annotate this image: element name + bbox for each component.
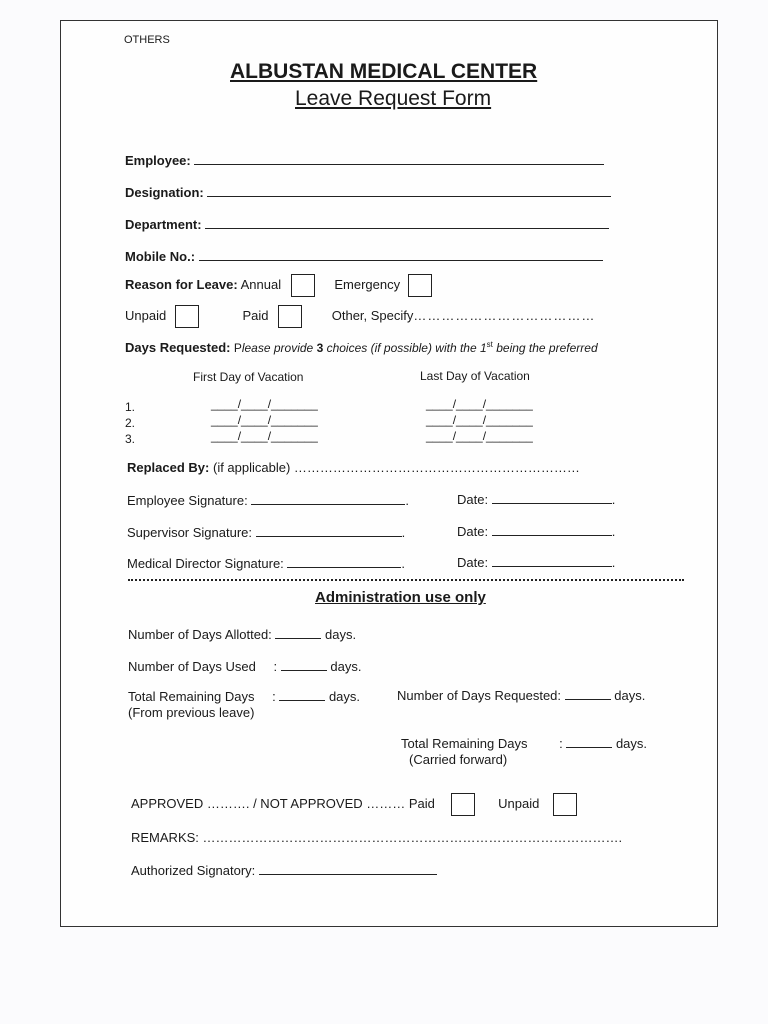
department-label: Department: <box>125 217 202 232</box>
choice-2-label: 2. <box>125 416 136 430</box>
choice-3-first-date[interactable]: ____/____/_______ <box>211 429 318 443</box>
director-signature-field[interactable] <box>287 555 401 568</box>
employee-signature-field[interactable] <box>251 492 405 505</box>
first-day-header: First Day of Vacation <box>193 370 304 384</box>
remarks-row <box>131 830 622 845</box>
choice-2-first-date[interactable]: ____/____/_______ <box>211 413 318 427</box>
mobile-label: Mobile No.: <box>125 249 196 264</box>
reason-row <box>125 274 432 297</box>
mobile-field[interactable] <box>199 248 603 261</box>
approval-paid-checkbox[interactable] <box>451 793 475 816</box>
remarks-label: REMARKS: <box>131 830 199 845</box>
choice-1-last-date[interactable]: ____/____/_______ <box>426 397 533 411</box>
total-carried-label: Total Remaining Days <box>401 736 528 751</box>
allotted-label: Number of Days Allotted: <box>128 627 272 642</box>
choice-numbers <box>125 399 135 447</box>
supervisor-signature-field[interactable] <box>256 524 402 537</box>
used-row: Number of Days Used : days. <box>128 659 362 674</box>
other-label: Other, Specify <box>331 307 414 323</box>
days-requested-note: Please provide 3 choices (if possible) with the 1st being the preferred <box>233 340 598 355</box>
allotted-field[interactable] <box>275 626 321 639</box>
total-prev-row: Total Remaining Days : days. (From previous leave) <box>128 689 361 720</box>
mobile-row <box>125 248 603 264</box>
approval-unpaid-label: Unpaid <box>498 795 540 811</box>
paid-label: Paid <box>242 307 269 323</box>
section-separator <box>128 579 684 581</box>
requested-label: Number of Days Requested: <box>397 688 562 703</box>
first-day-fields <box>211 396 318 444</box>
replaced-by-row <box>127 460 580 475</box>
employee-date-label: Date: <box>457 492 489 507</box>
form-sheet <box>60 20 718 927</box>
emergency-label: Emergency <box>334 276 401 292</box>
director-signature-row: Medical Director Signature: . <box>127 556 406 571</box>
signatory-field[interactable] <box>259 862 437 875</box>
paid-checkbox[interactable] <box>278 305 302 328</box>
form-title: Leave Request Form <box>295 87 492 110</box>
reason-label: Reason for Leave: <box>125 276 238 292</box>
approval-row <box>131 793 577 816</box>
department-field[interactable] <box>205 216 609 229</box>
admin-title: Administration use only <box>315 589 486 606</box>
employee-date-row: Date: . <box>457 492 616 507</box>
total-prev-label: Total Remaining Days <box>128 689 255 704</box>
used-field[interactable] <box>281 658 327 671</box>
employee-field[interactable] <box>194 152 604 165</box>
last-day-fields <box>426 396 533 444</box>
unpaid-label: Unpaid <box>125 307 167 323</box>
days-requested-label: Days Requested: <box>125 340 231 355</box>
other-specify-field[interactable]: ………………………………… <box>413 307 596 323</box>
choice-1-label: 1. <box>125 400 136 414</box>
choice-1-first-date[interactable]: ____/____/_______ <box>211 397 318 411</box>
director-date-row: Date: . <box>457 555 616 570</box>
reason-row-2 <box>125 305 595 328</box>
employee-row <box>125 152 604 168</box>
choice-2-last-date[interactable]: ____/____/_______ <box>426 413 533 427</box>
supervisor-date-label: Date: <box>457 524 489 539</box>
annual-checkbox[interactable] <box>291 274 315 297</box>
designation-field[interactable] <box>207 184 611 197</box>
from-prev-label: (From previous leave) <box>128 705 255 720</box>
supervisor-signature-label: Supervisor Signature: <box>127 525 253 540</box>
carried-label: (Carried forward) <box>409 752 508 767</box>
replaced-by-field[interactable]: ………………………………………………………… <box>293 460 580 475</box>
director-date-label: Date: <box>457 555 489 570</box>
total-carried-row: Total Remaining Days : days. (Carried forward) <box>401 736 648 767</box>
supervisor-signature-row: Supervisor Signature: . <box>127 525 406 540</box>
requested-field[interactable] <box>565 687 611 700</box>
director-signature-label: Medical Director Signature: <box>127 556 284 571</box>
signatory-row <box>131 862 437 878</box>
signatory-label: Authorized Signatory: <box>131 863 256 878</box>
total-prev-field[interactable] <box>279 688 325 701</box>
replaced-by-note: (if applicable) <box>209 460 294 475</box>
choice-3-label: 3. <box>125 432 136 446</box>
department-row <box>125 216 609 232</box>
designation-row <box>125 184 611 200</box>
total-carried-field[interactable] <box>566 735 612 748</box>
unpaid-checkbox[interactable] <box>175 305 199 328</box>
used-label: Number of Days Used <box>128 659 256 674</box>
employee-signature-label: Employee Signature: <box>127 493 248 508</box>
org-name: ALBUSTAN MEDICAL CENTER <box>230 60 538 83</box>
annual-label: Annual <box>240 276 282 292</box>
designation-label: Designation: <box>125 185 204 200</box>
director-date-field[interactable] <box>492 554 612 567</box>
employee-date-field[interactable] <box>492 491 612 504</box>
remarks-field[interactable]: ……………………………………………………………………………………. <box>198 830 623 845</box>
last-day-header: Last Day of Vacation <box>420 369 530 383</box>
corner-label: OTHERS <box>124 34 170 46</box>
replaced-by-label: Replaced By: <box>127 460 210 475</box>
approval-unpaid-checkbox[interactable] <box>553 793 577 816</box>
emergency-checkbox[interactable] <box>408 274 432 297</box>
supervisor-date-row: Date: . <box>457 524 616 539</box>
choice-3-last-date[interactable]: ____/____/_______ <box>426 429 533 443</box>
employee-label: Employee: <box>125 153 191 168</box>
approval-paid-label: Paid <box>408 795 435 811</box>
employee-signature-row: Employee Signature: . <box>127 493 409 508</box>
allotted-row: Number of Days Allotted: days. <box>128 627 357 642</box>
days-requested-row <box>125 340 598 355</box>
approval-label: APPROVED ………. / NOT APPROVED ……… <box>131 795 409 811</box>
requested-row: Number of Days Requested: days. <box>397 688 646 703</box>
supervisor-date-field[interactable] <box>492 523 612 536</box>
